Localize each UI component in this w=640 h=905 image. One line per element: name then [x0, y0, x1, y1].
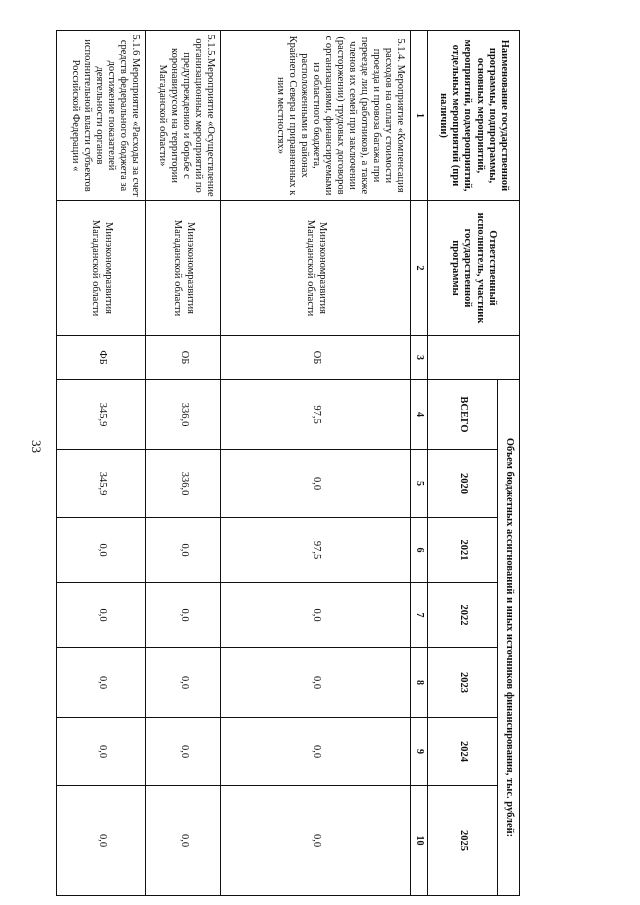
header-funding-group: Объем бюджетных ассигнований и иных источников финансирования, тыс. рублей:: [498, 380, 520, 896]
row-value-2023: 0,0: [146, 648, 221, 718]
page-number: 33: [29, 440, 44, 453]
col-number: 4: [411, 380, 428, 450]
row-total: 97,5: [221, 380, 411, 450]
row-name: 5.1.5.Мероприятие «Осуществление организационных мероприятий по предупреждению и борьбе с коронавирусом на территории Магаданской области»: [146, 31, 221, 201]
row-value-2020: 345,9: [57, 450, 146, 518]
row-value-2021: 0,0: [57, 518, 146, 583]
row-value-2022: 0,0: [146, 583, 221, 648]
row-value-2021: 0,0: [146, 518, 221, 583]
row-value-2024: 0,0: [57, 718, 146, 786]
col-number: 3: [411, 336, 428, 380]
header-year-2023: 2023: [428, 648, 498, 718]
row-value-2022: 0,0: [221, 583, 411, 648]
col-number: 7: [411, 583, 428, 648]
header-name: Наименование государственной программы, подпрограммы, основных мероприятий, мероприятий, подмероприятий, отдельных мероприятий (при наличии): [428, 31, 520, 201]
row-total: 336,0: [146, 380, 221, 450]
row-value-2020: 336,0: [146, 450, 221, 518]
header-year-2025: 2025: [428, 786, 498, 896]
table-row: [221, 31, 411, 896]
row-name: 5.1.4. Мероприятие «Компенсация расходов на оплату стоимости проезда и провоза багажа при переезде лиц (работников), а также членов их семей при заключении (расторжении) трудовых договоров с организациями, финансируемыми из областного бюджета, расположенными в районах Крайнего Севера и приравненных к ним местностях»: [221, 31, 411, 201]
col-number: 9: [411, 718, 428, 786]
row-value-2022: 0,0: [57, 583, 146, 648]
row-source: ОБ: [146, 336, 221, 380]
rotated-table-wrapper: [60, 30, 520, 895]
col-number: 10: [411, 786, 428, 896]
header-source: [428, 336, 520, 380]
row-value-2024: 0,0: [221, 718, 411, 786]
header-executor: Ответственный исполнитель, участник государственной программы: [428, 201, 520, 336]
row-value-2025: 0,0: [57, 786, 146, 896]
table-row: [146, 31, 221, 896]
row-executor: Минэкономразвития Магаданской области: [221, 201, 411, 336]
col-number: 5: [411, 450, 428, 518]
header-year-2022: 2022: [428, 583, 498, 648]
row-value-2021: 97,5: [221, 518, 411, 583]
row-value-2023: 0,0: [57, 648, 146, 718]
funding-table: [57, 30, 521, 896]
row-executor: Минэкономразвития Магаданской области: [57, 201, 146, 336]
col-number: 1: [411, 31, 428, 201]
header-year-2024: 2024: [428, 718, 498, 786]
row-source: ФБ: [57, 336, 146, 380]
row-total: 345,9: [57, 380, 146, 450]
row-executor: Минэкономразвития Магаданской области: [146, 201, 221, 336]
row-value-2025: 0,0: [221, 786, 411, 896]
row-value-2020: 0,0: [221, 450, 411, 518]
row-source: ОБ: [221, 336, 411, 380]
table-row: [57, 31, 146, 896]
row-value-2024: 0,0: [146, 718, 221, 786]
row-name: 5.1.6 Мероприятие «Расходы за счет средств федерального бюджета за достижение показателей деятельности органов исполнительной власти субъектов Российской Федерации «: [57, 31, 146, 201]
col-number: 6: [411, 518, 428, 583]
header-year-2020: 2020: [428, 450, 498, 518]
row-value-2023: 0,0: [221, 648, 411, 718]
col-number: 8: [411, 648, 428, 718]
header-total: ВСЕГО: [428, 380, 498, 450]
row-value-2025: 0,0: [146, 786, 221, 896]
header-year-2021: 2021: [428, 518, 498, 583]
col-number: 2: [411, 201, 428, 336]
